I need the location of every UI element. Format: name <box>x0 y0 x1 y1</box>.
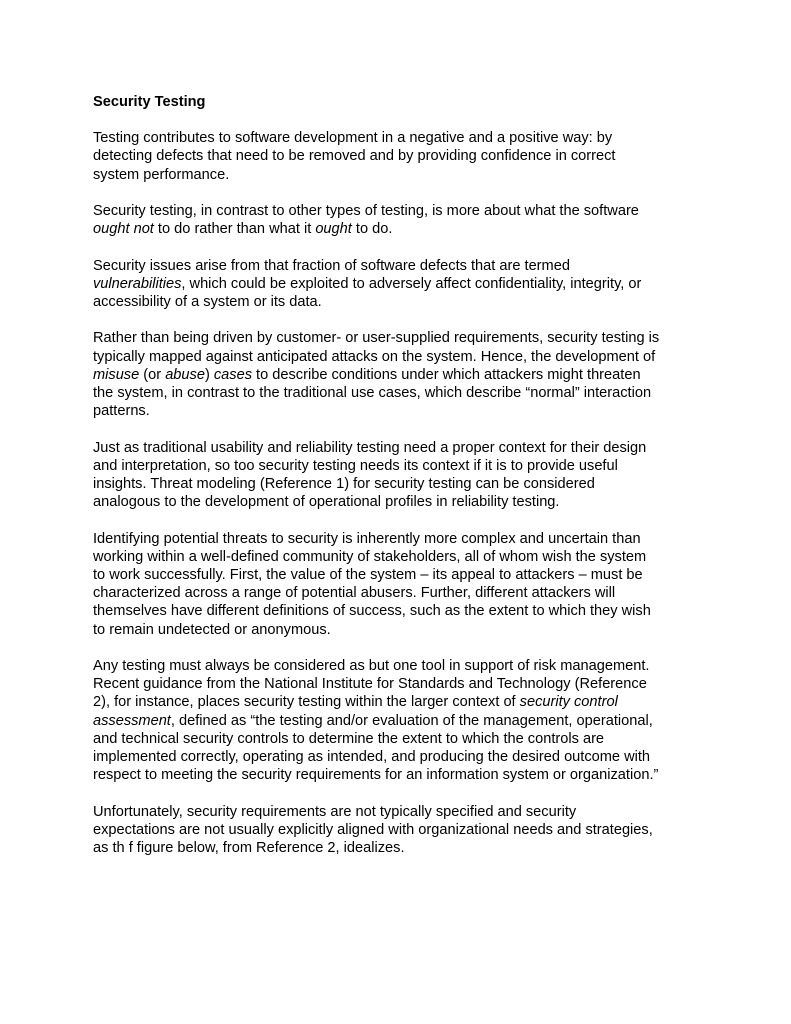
text-line <box>93 657 705 675</box>
text-run: typically mapped against anticipated attacks on the system. Hence, the development of <box>93 348 656 365</box>
italic-term: assessment <box>93 712 171 729</box>
text-run: to do rather than what it <box>153 221 316 238</box>
text-run: (or <box>139 366 166 383</box>
text-run: Any testing must always be considered as but one tool in support of risk management. <box>93 658 650 674</box>
text-line <box>93 566 705 584</box>
text-line <box>93 220 705 238</box>
text-line <box>93 493 705 511</box>
text-run: 2), for instance, places security testing within the larger context of <box>93 694 520 711</box>
paragraph <box>93 329 705 420</box>
paragraph <box>93 439 705 512</box>
text-line <box>93 129 705 147</box>
text-run: Recent guidance from the National Institute for Standards and Technology (Reference <box>93 676 647 693</box>
text-line <box>93 675 705 693</box>
text-run: themselves have different definitions of success, such as the extent to which they wish <box>93 603 651 620</box>
text-line <box>93 602 705 620</box>
text-run: respect to meeting the security requirements for an information system or organization.” <box>93 767 659 784</box>
text-line <box>93 402 705 420</box>
text-line <box>93 839 705 857</box>
text-line <box>93 693 705 711</box>
text-line <box>93 439 705 457</box>
text-line <box>93 348 705 366</box>
text-run: , which could be exploited to adversely affect confidentiality, integrity, or <box>181 275 642 292</box>
text-run: to do. <box>351 221 393 238</box>
text-run: Identifying potential threats to security is inherently more complex and uncertain than <box>93 530 641 547</box>
text-run: Testing contributes to software development in a negative and a positive way: by <box>93 130 613 147</box>
text-run: patterns. <box>93 403 150 420</box>
text-line <box>93 530 705 548</box>
text-run: ) <box>204 366 214 383</box>
text-run: and technical security controls to determine the extent to which the controls are <box>93 730 605 747</box>
text-line <box>93 275 705 293</box>
text-line <box>93 730 705 748</box>
text-run: Unfortunately, security requirements are not typically specified and security <box>93 803 577 820</box>
document-body <box>93 93 705 875</box>
text-line <box>93 712 705 730</box>
paragraph <box>93 202 705 238</box>
paragraph-list <box>93 129 705 857</box>
italic-term: cases <box>213 366 252 383</box>
paragraph <box>93 530 705 639</box>
text-line <box>93 584 705 602</box>
text-run: implemented correctly, operating as intended, and producing the desired outcome with <box>93 749 651 766</box>
text-line <box>93 475 705 493</box>
text-run: system performance. <box>93 166 230 183</box>
text-line <box>93 621 705 639</box>
text-run: expectations are not usually explicitly aligned with organizational needs and strategies, <box>93 821 653 838</box>
text-line <box>93 748 705 766</box>
text-line <box>93 821 705 839</box>
text-line <box>93 384 705 402</box>
text-line <box>93 293 705 311</box>
text-line <box>93 257 705 275</box>
italic-term: abuse <box>165 366 205 383</box>
text-run: Just as traditional usability and reliability testing need a proper context for their design <box>93 439 647 456</box>
text-run: Security issues arise from that fraction of software defects that are termed <box>93 257 570 274</box>
text-run: as th f figure below, from Reference 2, idealizes. <box>93 840 405 857</box>
text-line <box>93 329 705 347</box>
text-run: to describe conditions under which attackers might threaten <box>252 366 641 383</box>
text-run: analogous to the development of operational profiles in reliability testing. <box>93 494 560 511</box>
paragraph <box>93 657 705 784</box>
italic-term: misuse <box>93 366 140 383</box>
text-run: the system, in contrast to the traditional use cases, which describe “normal” interaction <box>93 385 652 401</box>
text-run: Rather than being driven by customer- or user-supplied requirements, security testing is <box>93 330 660 347</box>
text-line <box>93 366 705 384</box>
text-line <box>93 202 705 220</box>
text-line <box>93 766 705 784</box>
text-run: and interpretation, so too security testing needs its context if it is to provide useful <box>93 457 618 474</box>
text-run: to work successfully. First, the value of the system – its appeal to attackers – must be <box>93 567 643 583</box>
paragraph <box>93 257 705 312</box>
text-line <box>93 803 705 821</box>
text-run: , defined as “the testing and/or evaluation of the management, operational, <box>170 712 653 729</box>
section-title: Security Testing <box>93 94 206 110</box>
italic-term: security control <box>519 694 618 711</box>
text-line <box>93 147 705 165</box>
text-run: to remain undetected or anonymous. <box>93 621 331 638</box>
text-run: accessibility of a system or its data. <box>93 294 322 310</box>
text-run: insights. Threat modeling (Reference 1) for security testing can be considered <box>93 476 595 492</box>
text-line <box>93 457 705 475</box>
paragraph <box>93 803 705 858</box>
italic-term: ought not <box>93 221 154 238</box>
italic-term: ought <box>315 221 352 238</box>
text-run: Security testing, in contrast to other types of testing, is more about what the software <box>93 203 639 219</box>
paragraph <box>93 129 705 184</box>
text-line <box>93 548 705 566</box>
text-run: characterized across a range of potential abusers. Further, different attackers will <box>93 585 616 602</box>
text-line <box>93 166 705 184</box>
text-run: working within a well-defined community of stakeholders, all of whom wish the system <box>93 548 647 565</box>
italic-term: vulnerabilities <box>93 275 182 292</box>
text-run: detecting defects that need to be removed and by providing confidence in correct <box>93 148 616 165</box>
